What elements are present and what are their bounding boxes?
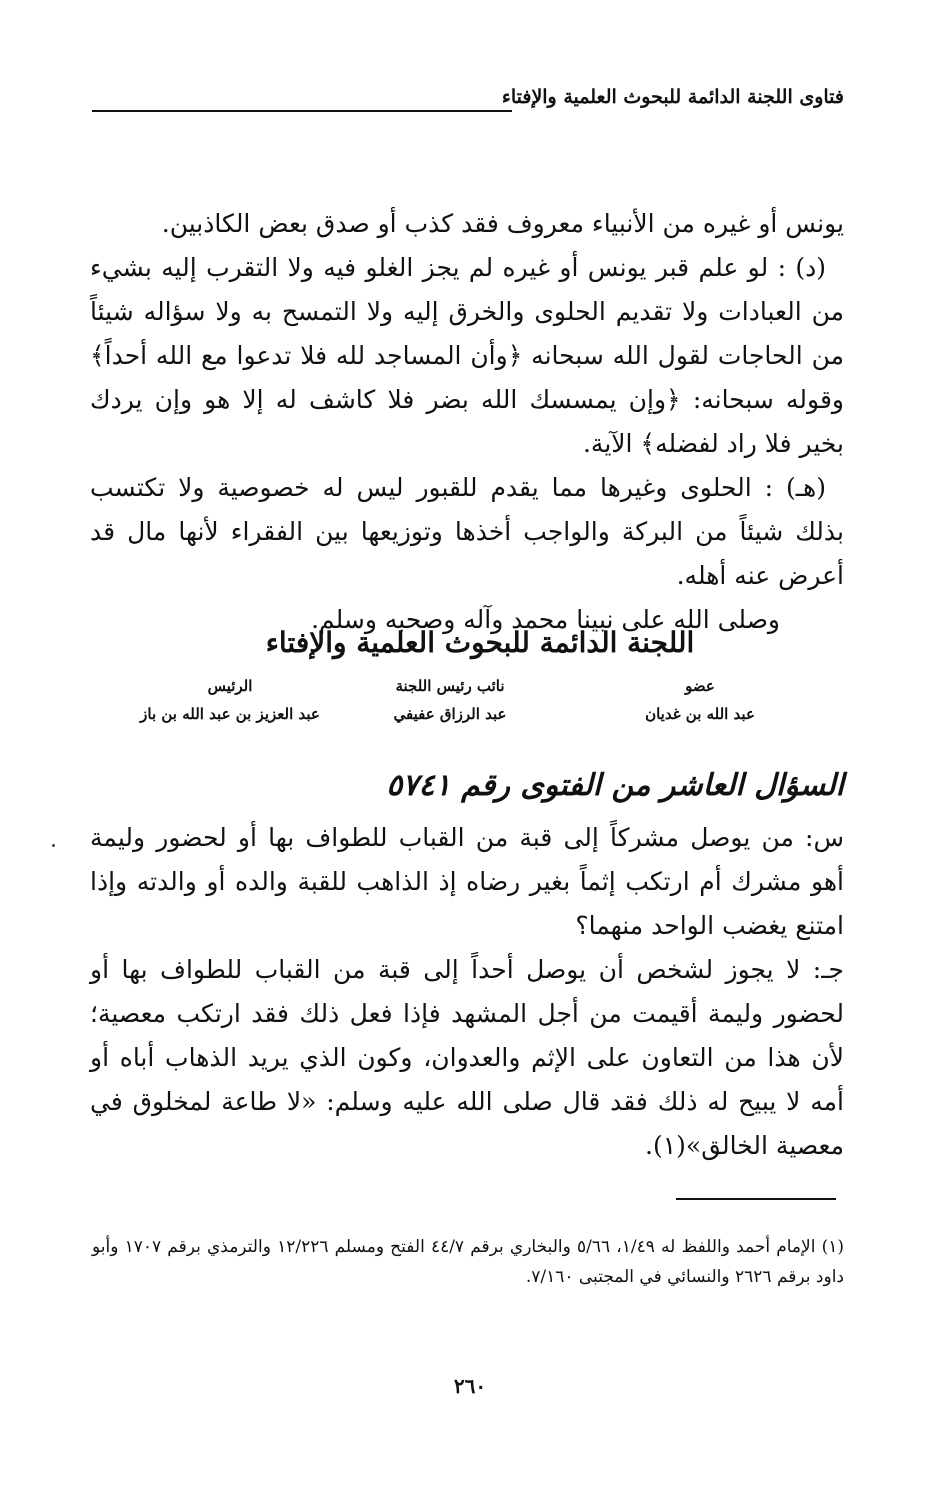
chair-name: عبد العزيز بن عبد الله بن باز [140,705,320,723]
header-rule [92,110,512,112]
member-role: عضو [685,677,715,695]
running-header [92,84,844,124]
header-title: فتاوى اللجنة الدائمة للبحوث العلمية والإفتاء [501,86,844,108]
question-answer [90,816,844,1168]
signature-member [590,672,810,728]
member-name: عبد الله بن غديان [645,705,755,723]
chair-role: الرئيس [207,677,253,695]
question-text: س: من يوصل مشركاً إلى قبة من القباب للطواف بها أو لحضور وليمة أهو مشرك أم ارتكب إثماً بغير رضاه إذ الذاهب للقبة والده أو والدته وإذا امتنع يغضب الواحد منهما؟ [90,823,844,940]
answer-text: جـ: لا يجوز لشخص أن يوصل أحداً إلى قبة من القباب للطواف بها أو لحضور وليمة أقيمت من أجل المشهد فإذا فعل ذلك فقد ارتكب معصية؛ لأن هذا من التعاون على الإثم والعدوان، وكون الذي يريد الذهاب أباه أو أمه لا يبيح له ذلك فقد قال صلى الله عليه وسلم: «لا طاعة لمخلوق في معصية الخالق»(١). [90,955,844,1160]
footnote: (١) الإمام أحمد واللفظ له ١/٤٩، ٥/٦٦ والبخاري برقم ٤٤/٧ الفتح ومسلم ١٢/٢٢٦ والترمذي برقم ١٧٠٧ وأبو داود برقم ٢٦٢٦ والنسائي في المجتبى ٧/١٦٠. [92,1237,844,1287]
paragraph-intro: يونس أو غيره من الأنبياء معروف فقد كذب أو صدق بعض الكاذبين. [161,209,844,238]
signature-chair [120,672,340,728]
signature-vice-chair [340,672,560,728]
signature-block [100,672,760,732]
fatwa-continuation [90,202,844,642]
vice-chair-name: عبد الرزاق عفيفي [393,705,507,723]
closing-salutation: وصلى الله على نبينا محمد وآله وصحبه وسلم. [311,605,780,634]
page-number: ٢٦٠ [453,1374,487,1398]
committee-title: اللجنة الدائمة للبحوث العلمية والإفتاء [265,626,695,659]
margin-dot [52,844,55,847]
question-heading: السؤال العاشر من الفتوى رقم ٥٧٤١ [386,768,844,803]
paragraph-h: (هـ) : الحلوى وغيرها مما يقدم للقبور ليس له خصوصية ولا تكتسب بذلك شيئاً من البركة والواجب أخذها وتوزيعها بين الفقراء لأنها مال قد أعرض عنه أهله. [90,473,844,590]
paragraph-d: (د) : لو علم قبر يونس أو غيره لم يجز الغلو فيه ولا التقرب إليه بشيء من العبادات ولا تقديم الحلوى والخرق إليه ولا التمسح به ولا سؤاله شيئاً من الحاجات لقول الله سبحانه ﴿وأن المساجد لله فلا تدعوا مع الله أحداً﴾ وقوله سبحانه: ﴿وإن يمسسك الله بضر فلا كاشف له إلا هو وإن يردك بخير فلا راد لفضله﴾ الآية. [90,253,844,458]
vice-chair-role: نائب رئيس اللجنة [395,677,505,695]
footnote-rule [676,1198,836,1200]
